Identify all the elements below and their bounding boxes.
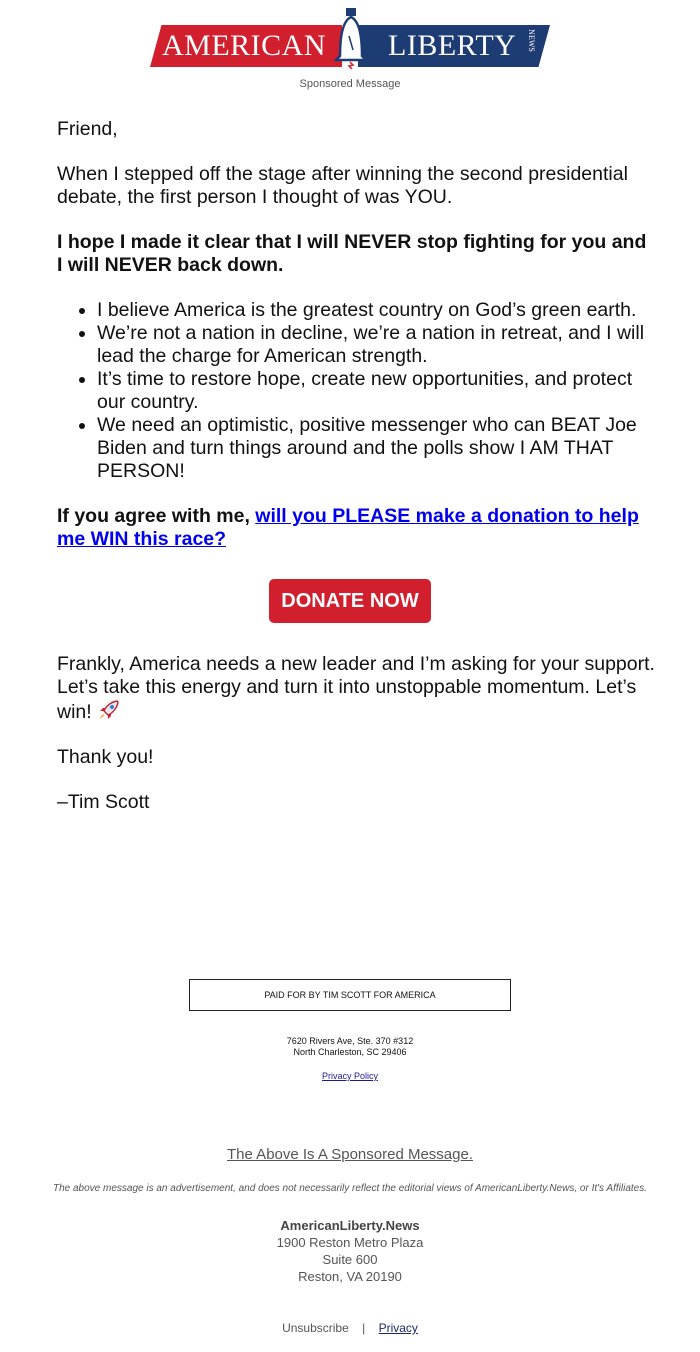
donation-appeal bbox=[57, 505, 657, 551]
liberty-bell-icon bbox=[334, 8, 368, 70]
publisher-address-line: Reston, VA 20190 bbox=[298, 1269, 402, 1284]
editorial-disclaimer: The above message is an advertisement, and does not necessarily reflect the editorial views of AmericanLiberty.News, or It's Affiliates. bbox=[52, 1183, 648, 1194]
bullet-list bbox=[57, 299, 657, 483]
greeting: Friend, bbox=[57, 118, 118, 140]
donation-link[interactable]: will you PLEASE make a donation to help me WIN this race? bbox=[57, 505, 639, 550]
list-item: • We need an optimistic, positive messenger who can BEAT Joe Biden and turn things around and the polls show I AM THAT PERSON! bbox=[97, 414, 657, 483]
campaign-address-line: North Charleston, SC 29406 bbox=[293, 1047, 407, 1057]
paid-for-disclaimer-box: PAID FOR BY TIM SCOTT FOR AMERICA bbox=[189, 979, 511, 1011]
privacy-policy-row bbox=[0, 1071, 700, 1081]
bold-statement: I hope I made it clear that I will NEVER stop fighting for you and I will NEVER back down. bbox=[57, 231, 647, 276]
logo-word-liberty: LIBERTY bbox=[388, 29, 517, 62]
rocket-icon bbox=[97, 699, 121, 721]
american-liberty-logo[interactable] bbox=[150, 8, 550, 66]
campaign-address bbox=[0, 1036, 700, 1058]
donation-appeal-prefix: If you agree with me, bbox=[57, 505, 256, 527]
publisher-address-line: 1900 Reston Metro Plaza bbox=[276, 1235, 424, 1250]
sponsored-notice bbox=[0, 1146, 700, 1163]
unsubscribe-link[interactable]: Unsubscribe bbox=[282, 1321, 349, 1335]
list-item: • I believe America is the greatest country on God’s green earth. bbox=[97, 299, 657, 322]
footer-links bbox=[0, 1321, 700, 1335]
logo-word-news: NEWS bbox=[526, 29, 536, 52]
donate-button-wrap bbox=[57, 579, 643, 623]
email-body bbox=[57, 118, 657, 836]
signature: –Tim Scott bbox=[57, 791, 150, 813]
campaign-address-line: 7620 Rivers Ave, Ste. 370 #312 bbox=[286, 1036, 414, 1046]
intro-paragraph: When I stepped off the stage after winning the second presidential debate, the first person I thought of was YOU. bbox=[57, 163, 628, 208]
publisher-address-line: Suite 600 bbox=[322, 1252, 378, 1267]
sponsored-notice-text[interactable]: The Above Is A Sponsored Message. bbox=[227, 1146, 473, 1163]
privacy-link[interactable]: Privacy bbox=[378, 1321, 418, 1335]
privacy-policy-link[interactable]: Privacy Policy bbox=[321, 1071, 378, 1081]
thank-you: Thank you! bbox=[57, 746, 154, 768]
list-item: • It’s time to restore hope, create new opportunities, and protect our country. bbox=[97, 368, 657, 414]
donate-now-button[interactable]: DONATE NOW bbox=[269, 579, 430, 623]
closing-paragraph bbox=[57, 653, 657, 724]
footer-separator: | bbox=[362, 1321, 366, 1335]
publisher-address bbox=[0, 1217, 700, 1285]
email-header bbox=[0, 0, 700, 100]
sponsored-label: Sponsored Message bbox=[299, 78, 401, 90]
logo-word-american: AMERICAN bbox=[162, 29, 327, 62]
list-item: • We’re not a nation in decline, we’re a nation in retreat, and I will lead the charge for American strength. bbox=[97, 322, 657, 368]
closing-text: Frankly, America needs a new leader and I’m asking for your support. Let’s take this energy and turn it into unstoppable momentum. Let’s win! bbox=[57, 653, 655, 723]
publisher-name: AmericanLiberty.News bbox=[280, 1218, 420, 1233]
